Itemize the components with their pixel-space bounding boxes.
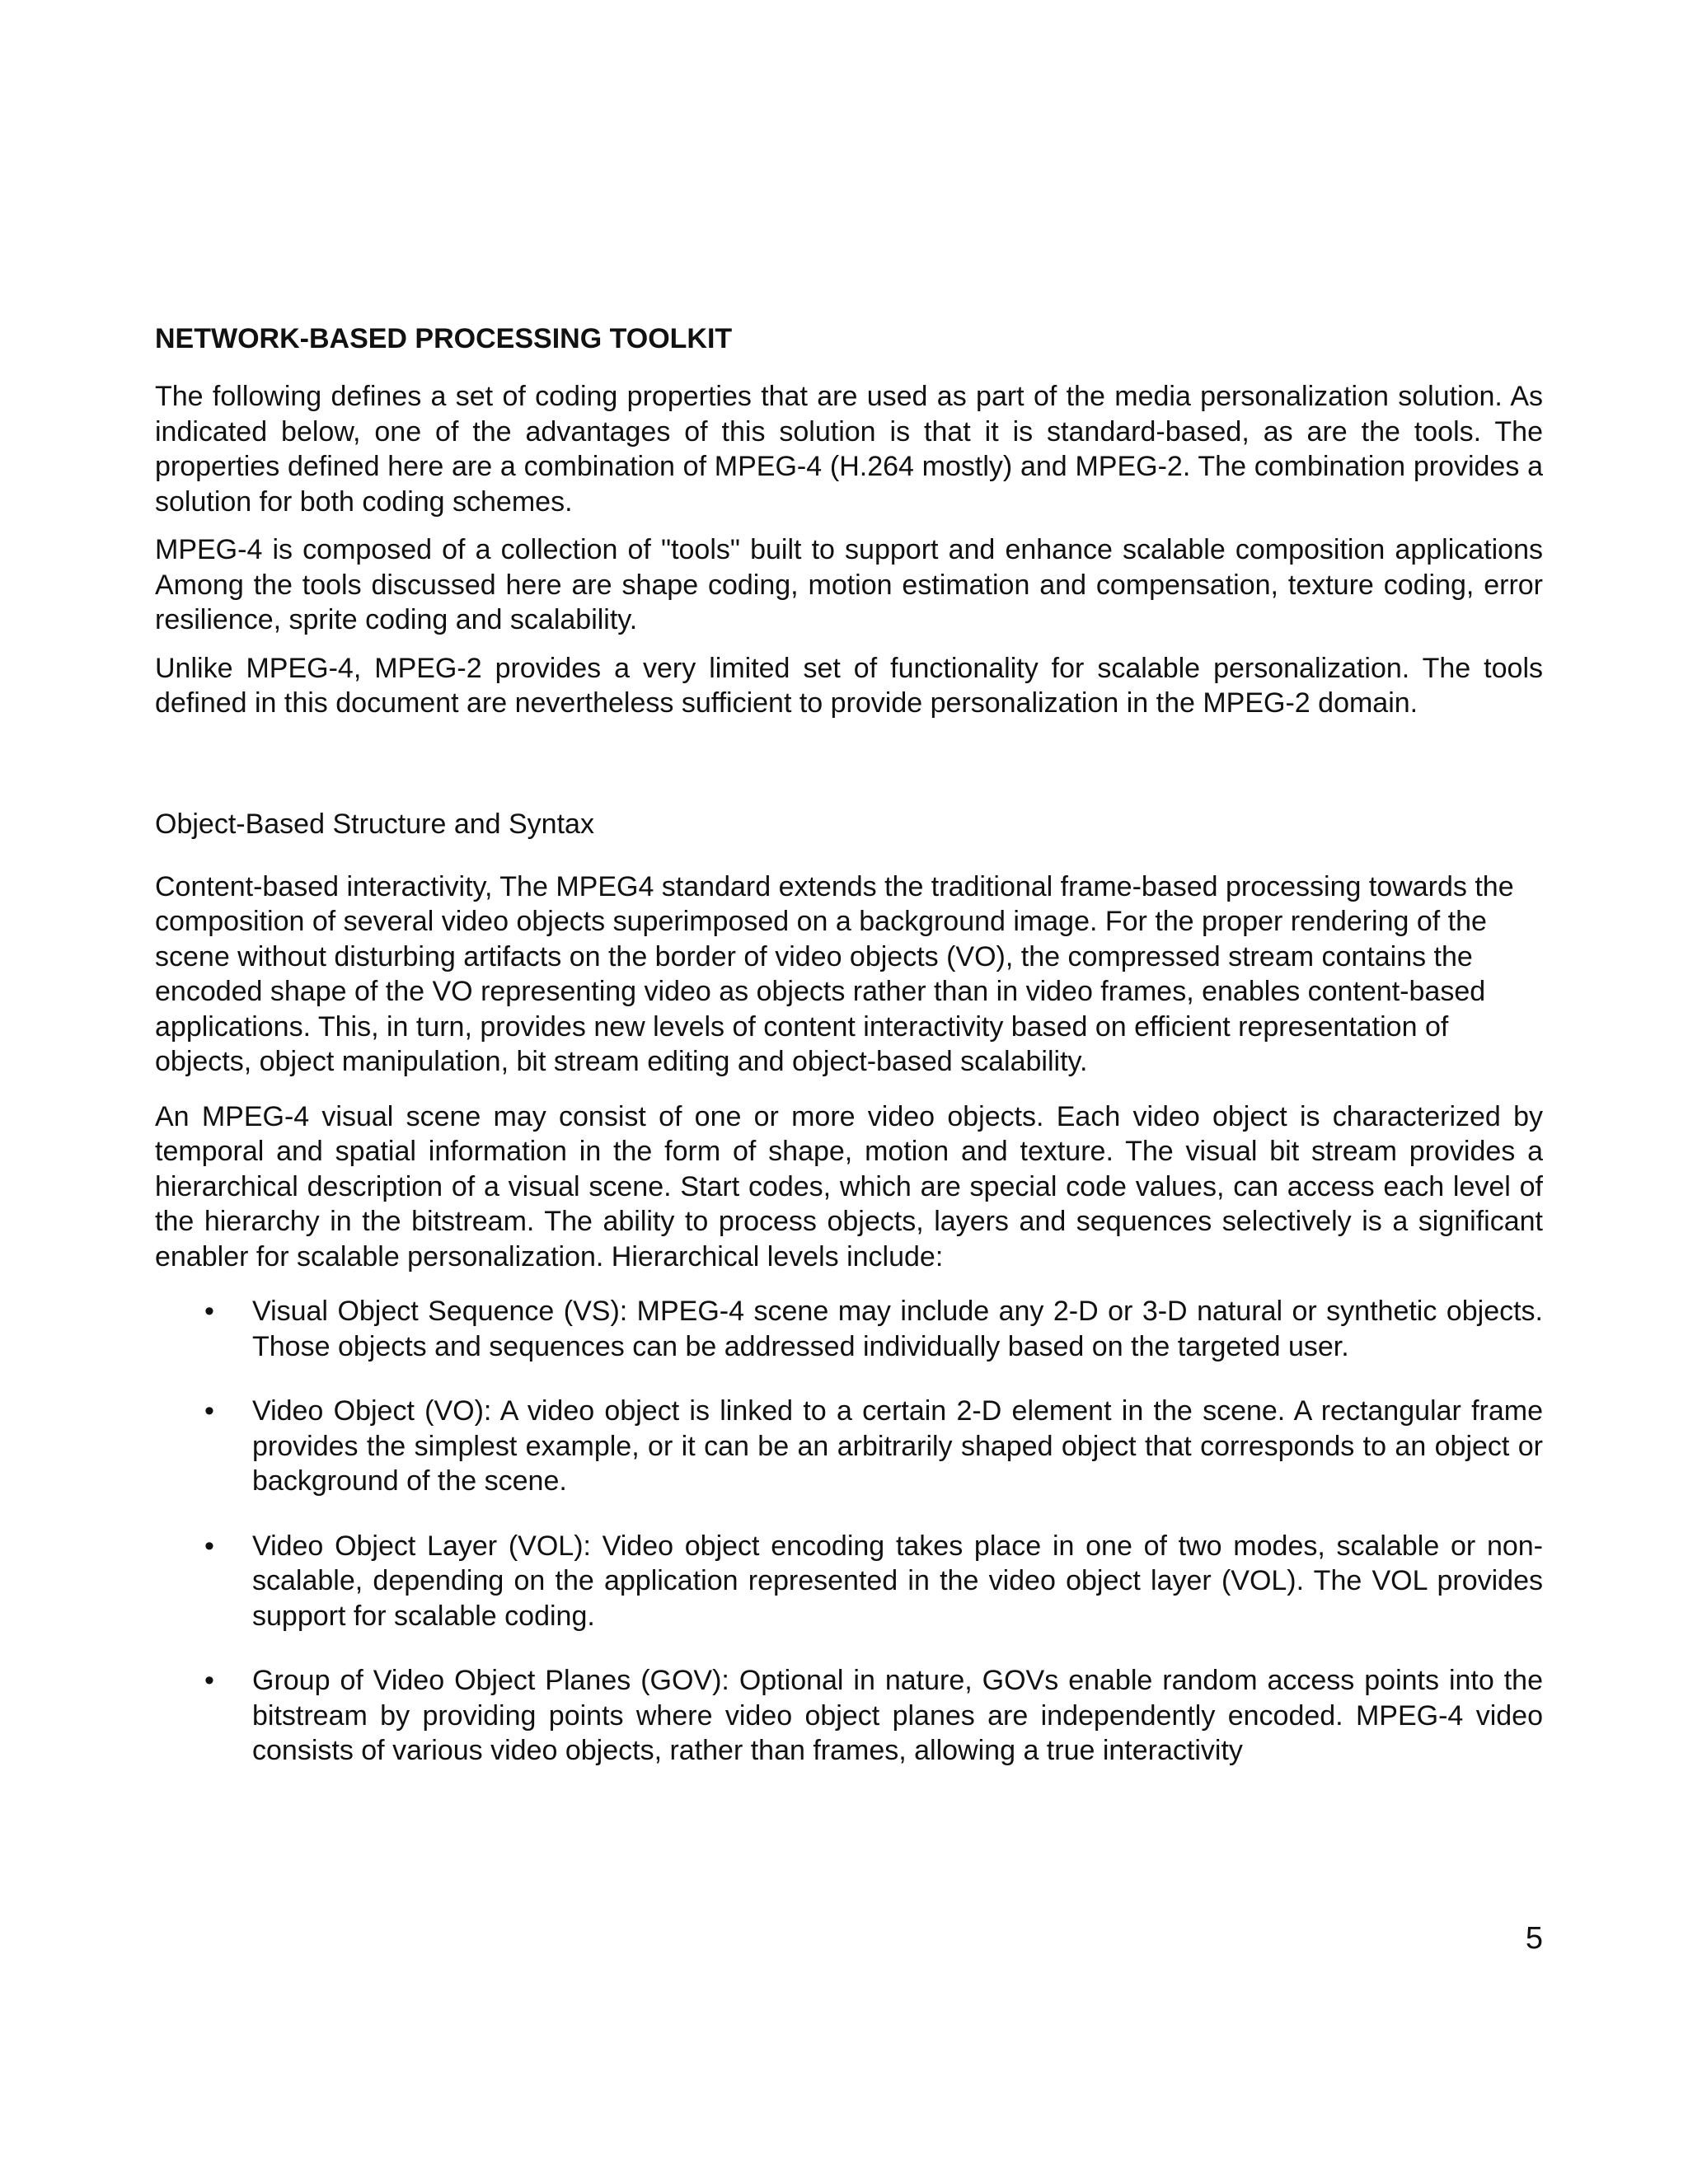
list-item <box>155 1663 1543 1769</box>
visual-scene-paragraph: An MPEG-4 visual scene may consist of one or more video objects. Each video object is characterized by temporal and spatial information in the form of shape, motion and texture. The visual bit stream provides a hierarchical description of a visual scene. Start codes, which are special code values, can access each level of the hierarchy in the bitstream. The ability to process objects, layers and sequences selectively is a significant enabler for scalable personalization. Hierarchical levels include: <box>155 1100 1543 1272</box>
list-item <box>155 1394 1543 1499</box>
bullet-icon: • <box>204 1296 214 1327</box>
intro-paragraph-2: MPEG-4 is composed of a collection of "tools" built to support and enhance scalable composition applications Among the tools discussed here are shape coding, motion estimation and compensation, texture coding, error resilience, sprite coding and scalability. <box>155 534 1543 635</box>
subsection-heading: Object-Based Structure and Syntax <box>155 808 594 840</box>
page-content <box>155 321 1543 1798</box>
bullet-icon: • <box>204 1395 214 1427</box>
list-item <box>155 1529 1543 1634</box>
bullet-icon: • <box>204 1530 214 1562</box>
list-item-text: Video Object Layer (VOL): Video object encoding takes place in one of two modes, scalable or non-scalable, depending on the application represented in the video object layer (VOL). The VOL provides support for scalable coding. <box>252 1530 1543 1632</box>
hierarchy-levels-list <box>155 1294 1543 1769</box>
section-heading: NETWORK-BASED PROCESSING TOOLKIT <box>155 323 733 354</box>
intro-paragraph-1: The following defines a set of coding properties that are used as part of the media personalization solution. As indicated below, one of the advantages of this solution is that it is standard-based, as are the tools. The properties defined here are a combination of MPEG-4 (H.264 mostly) and MPEG-2. The combination provides a solution for both coding schemes. <box>155 381 1543 518</box>
page-number: 5 <box>1525 1921 1543 1956</box>
list-item-text: Video Object (VO): A video object is linked to a certain 2-D element in the scene. A rectangular frame provides the simplest example, or it can be an arbitrarily shaped object that corresponds to an object or background of the scene. <box>252 1395 1543 1497</box>
list-item-text: Group of Video Object Planes (GOV): Optional in nature, GOVs enable random access points into the bitstream by providing points where video object planes are independently encoded. MPEG-4 video consists of various video objects, rather than frames, allowing a true interactivity <box>252 1665 1543 1766</box>
list-item-text: Visual Object Sequence (VS): MPEG-4 scene may include any 2-D or 3-D natural or synthetic objects. Those objects and sequences can be addressed individually based on the targeted user. <box>252 1296 1543 1362</box>
list-item <box>155 1294 1543 1364</box>
content-interactivity-paragraph: Content-based interactivity, The MPEG4 standard extends the traditional frame-based processing towards the composition of several video objects superimposed on a background image. For the proper rendering of the scene without disturbing artifacts on the border of video objects (VO), the compressed stream contains the encoded shape of the VO representing video as objects rather than in video frames, enables content-based applications. This, in turn, provides new levels of content interactivity based on efficient representation of objects, object manipulation, bit stream editing and object-based scalability. <box>155 870 1514 1077</box>
intro-paragraph-3: Unlike MPEG-4, MPEG-2 provides a very limited set of functionality for scalable personalization. The tools defined in this document are nevertheless sufficient to provide personalization in the MPEG-2 domain. <box>155 652 1543 719</box>
bullet-icon: • <box>204 1665 214 1696</box>
